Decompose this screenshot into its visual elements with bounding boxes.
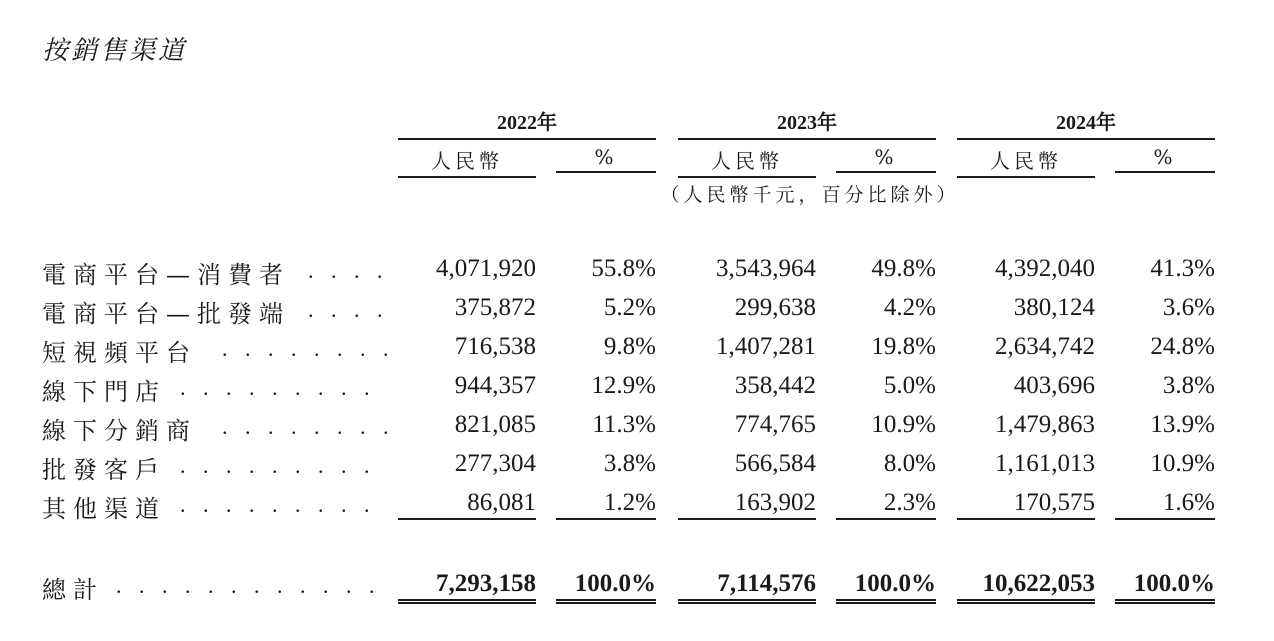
percent-2022: 11.3% <box>592 411 656 438</box>
row-label: 線下分銷商 <box>42 417 197 445</box>
percent-2022: 1.2% <box>556 489 656 520</box>
percent-2023: 49.8% <box>871 255 936 282</box>
percent-2023: 4.2% <box>883 294 936 321</box>
value-2024: 1,161,013 <box>995 450 1095 477</box>
row-label: 其他渠道 <box>42 495 166 523</box>
col-header-currency-2022: 人民幣 <box>398 145 536 178</box>
percent-2024: 10.9% <box>1150 450 1215 477</box>
percent-2024: 24.8% <box>1150 333 1215 360</box>
value-2022: 277,304 <box>454 450 536 477</box>
percent-2023: 10.9% <box>871 411 936 438</box>
leader-dots: . . . . . . . . . <box>180 492 376 517</box>
row-label: 電商平台—批發端 <box>42 300 290 328</box>
percent-2023: 19.8% <box>871 333 936 360</box>
row-label: 批發客戶 <box>42 456 166 484</box>
percent-2023: 8.0% <box>883 450 936 477</box>
value-2022: 821,085 <box>454 411 536 438</box>
col-header-percent-2022: % <box>556 145 656 173</box>
col-header-percent-2024: % <box>1115 145 1215 173</box>
leader-dots: . . . . . . . . . <box>180 375 376 400</box>
leader-dots: . . . . <box>308 258 389 283</box>
row-label: 短視頻平台 <box>42 339 197 367</box>
row-label: 線下門店 <box>42 378 166 406</box>
leader-dots: . . . . . . . . . . . . <box>116 573 381 598</box>
value-2024: 1,479,863 <box>995 411 1095 438</box>
value-2022: 86,081 <box>398 489 536 520</box>
value-2022: 4,071,920 <box>436 255 536 282</box>
total-value-2024: 10,622,053 <box>957 570 1095 604</box>
value-2022: 944,357 <box>454 372 536 399</box>
percent-2023: 2.3% <box>836 489 936 520</box>
percent-2023: 5.0% <box>883 372 936 399</box>
section-heading: 按銷售渠道 <box>42 36 188 66</box>
col-header-currency-2024: 人民幣 <box>957 145 1095 178</box>
leader-dots: . . . . <box>308 297 389 322</box>
unit-note: （人民幣千元，百分比除外） <box>660 184 960 206</box>
total-percent-2023: 100.0% <box>836 570 936 604</box>
percent-2022: 55.8% <box>591 255 656 282</box>
leader-dots: . . . . . . . . <box>222 414 395 439</box>
value-2023: 566,584 <box>734 450 816 477</box>
value-2023: 774,765 <box>734 411 816 438</box>
total-value-2023: 7,114,576 <box>678 570 816 604</box>
percent-2024: 3.8% <box>1162 372 1215 399</box>
value-2023: 163,902 <box>678 489 816 520</box>
percent-2024: 41.3% <box>1150 255 1215 282</box>
row-label: 電商平台—消費者 <box>42 261 290 289</box>
percent-2022: 12.9% <box>591 372 656 399</box>
value-2024: 403,696 <box>1013 372 1095 399</box>
percent-2024: 13.9% <box>1150 411 1215 438</box>
value-2024: 4,392,040 <box>995 255 1095 282</box>
year-header-2022: 2022年 <box>398 106 656 140</box>
value-2023: 358,442 <box>734 372 816 399</box>
year-header-2023: 2023年 <box>678 106 936 140</box>
leader-dots: . . . . . . . . . <box>180 453 376 478</box>
total-label: 總計 <box>42 576 104 604</box>
total-value-2022: 7,293,158 <box>398 570 536 604</box>
value-2023: 299,638 <box>734 294 816 321</box>
total-percent-2022: 100.0% <box>556 570 656 604</box>
col-header-percent-2023: % <box>836 145 936 173</box>
value-2023: 1,407,281 <box>716 333 816 360</box>
percent-2022: 9.8% <box>603 333 656 360</box>
value-2022: 716,538 <box>454 333 536 360</box>
percent-2024: 1.6% <box>1115 489 1215 520</box>
percent-2024: 3.6% <box>1162 294 1215 321</box>
value-2024: 2,634,742 <box>995 333 1095 360</box>
value-2024: 380,124 <box>1013 294 1095 321</box>
value-2022: 375,872 <box>454 294 536 321</box>
percent-2022: 3.8% <box>603 450 656 477</box>
value-2024: 170,575 <box>957 489 1095 520</box>
leader-dots: . . . . . . . . <box>222 336 395 361</box>
year-header-2024: 2024年 <box>957 106 1215 140</box>
col-header-currency-2023: 人民幣 <box>678 145 816 178</box>
total-percent-2024: 100.0% <box>1115 570 1215 604</box>
percent-2022: 5.2% <box>603 294 656 321</box>
value-2023: 3,543,964 <box>716 255 816 282</box>
